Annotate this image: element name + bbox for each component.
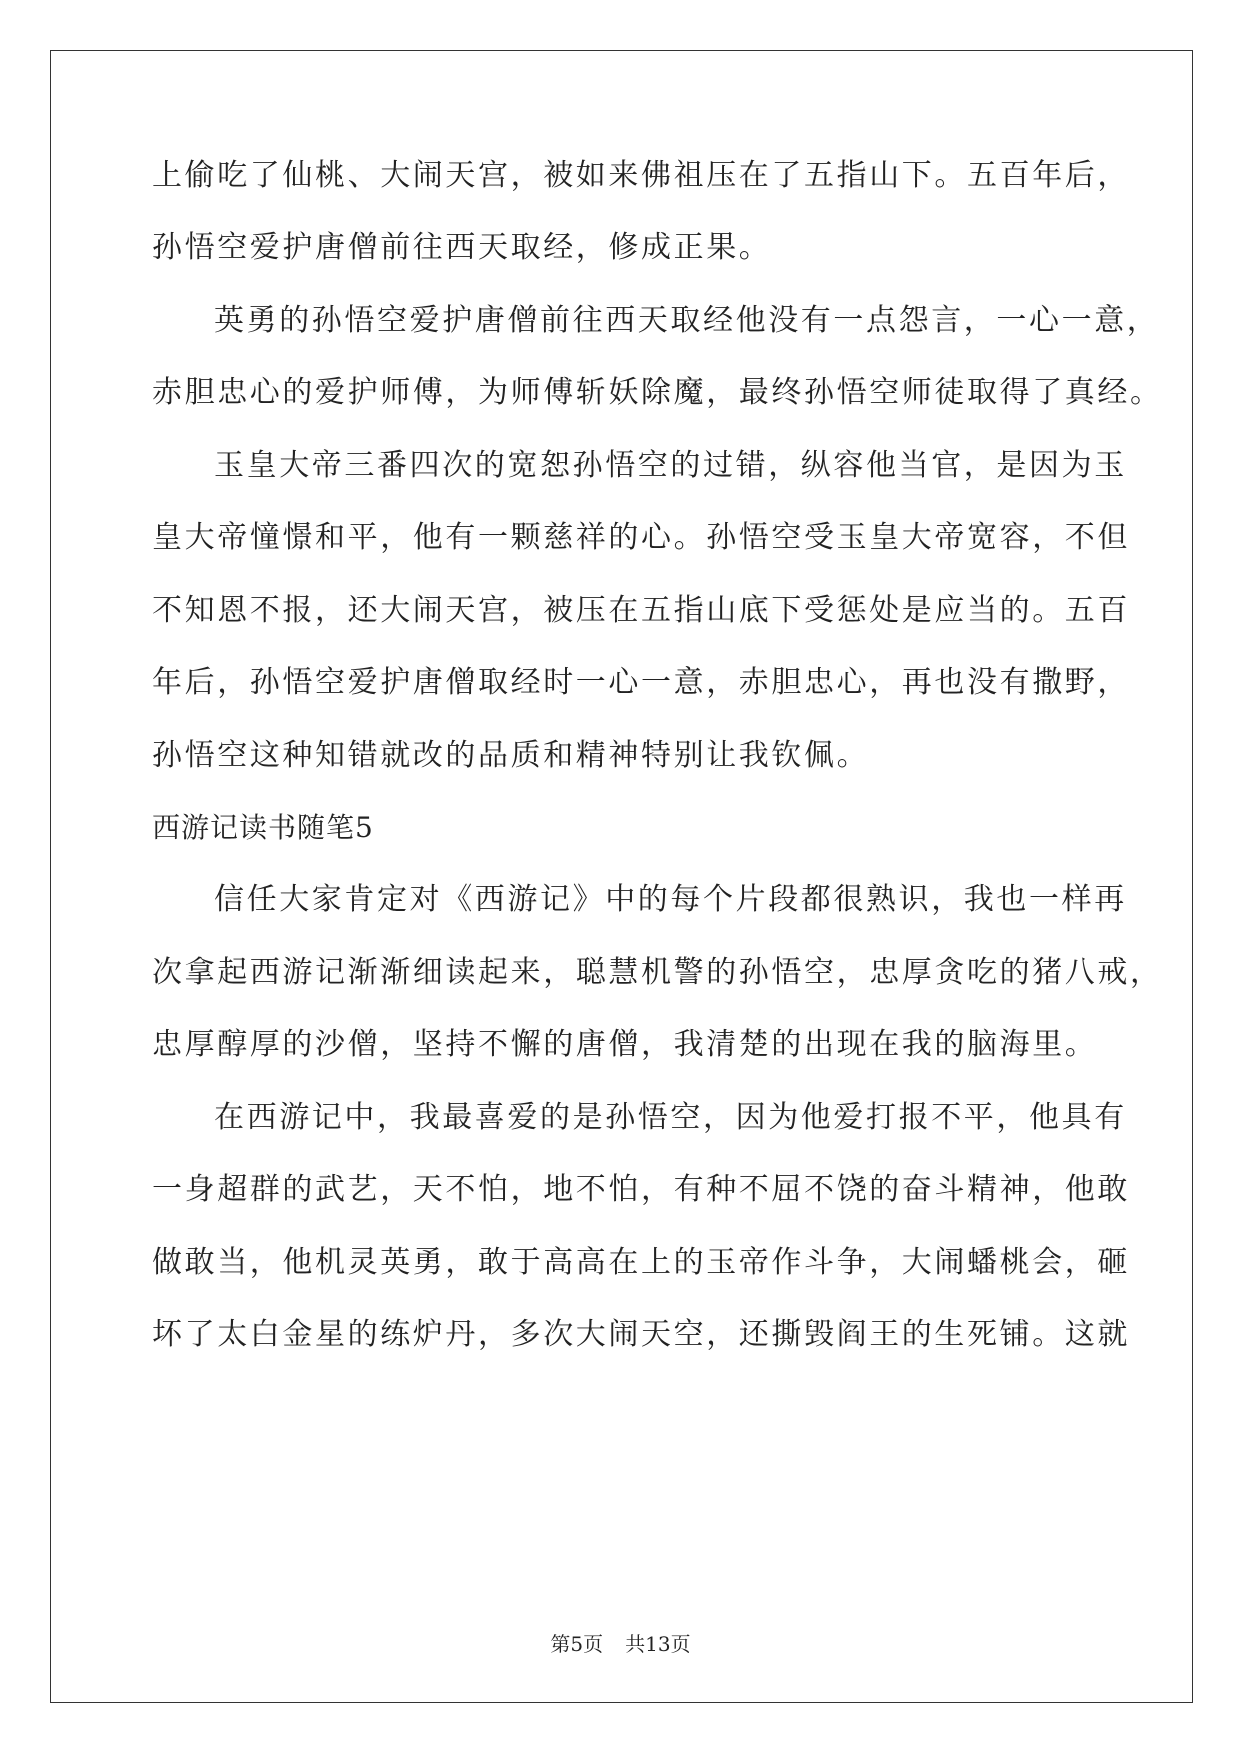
text-line: 皇大帝憧憬和平，他有一颗慈祥的心。孙悟空受玉皇大帝宽容，不但 [152,520,1130,555]
section-heading: 西游记读书随笔5 [152,811,374,844]
text-line: 做敢当，他机灵英勇，敢于高高在上的玉帝作斗争，大闹蟠桃会，砸 [152,1245,1130,1280]
text-line: 赤胆忠心的爱护师傅，为师傅斩妖除魔，最终孙悟空师徒取得了真经。 [152,375,1163,410]
text-line: 次拿起西游记渐渐细读起来，聪慧机警的孙悟空，忠厚贪吃的猪八戒， [152,955,1163,990]
total-pages: 共13页 [625,1632,691,1656]
text-line: 忠厚醇厚的沙僧，坚持不懈的唐僧，我清楚的出现在我的脑海里。 [152,1027,1098,1062]
text-line: 英勇的孙悟空爱护唐僧前往西天取经他没有一点怨言，一心一意， [214,303,1160,338]
text-line: 孙悟空爱护唐僧前往西天取经，修成正果。 [152,230,772,265]
text-line: 不知恩不报，还大闹天宫，被压在五指山底下受惩处是应当的。五百 [152,593,1130,628]
text-line: 一身超群的武艺，天不怕，地不怕，有种不屈不饶的奋斗精神，他敢 [152,1172,1130,1207]
text-line: 信任大家肯定对《西游记》中的每个片段都很熟识，我也一样再 [214,882,1127,917]
page-footer [0,1630,1241,1658]
text-line: 年后，孙悟空爱护唐僧取经时一心一意，赤胆忠心，再也没有撒野， [152,665,1130,700]
page-border [50,50,1193,1703]
text-line: 在西游记中，我最喜爱的是孙悟空，因为他爱打报不平，他具有 [214,1100,1127,1135]
current-page-number: 第5页 [550,1632,604,1656]
text-line: 孙悟空这种知错就改的品质和精神特别让我钦佩。 [152,738,870,773]
text-line: 上偷吃了仙桃、大闹天宫，被如来佛祖压在了五指山下。五百年后， [152,158,1130,193]
text-line: 坏了太白金星的练炉丹，多次大闹天空，还撕毁阎王的生死铺。这就 [152,1317,1130,1352]
text-line: 玉皇大帝三番四次的宽恕孙悟空的过错，纵容他当官，是因为玉 [214,448,1127,483]
